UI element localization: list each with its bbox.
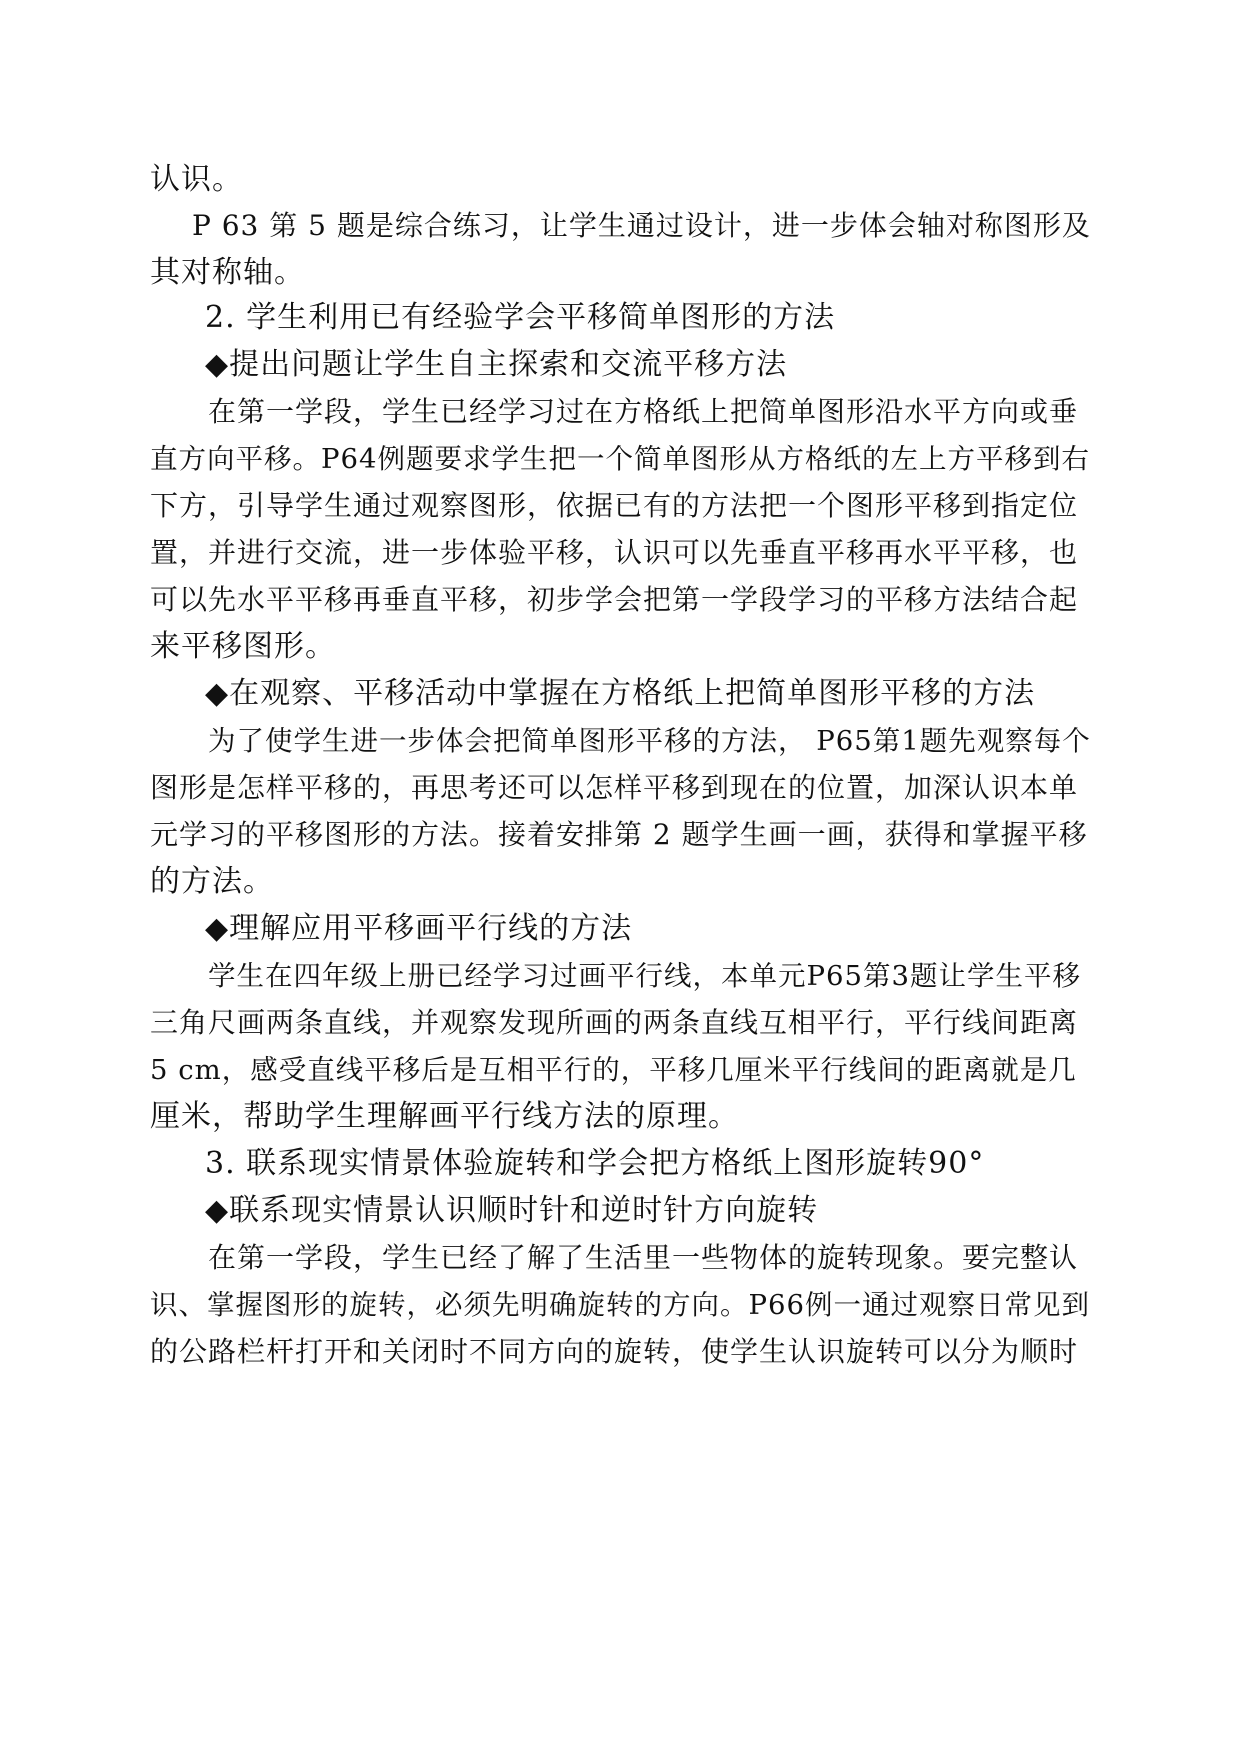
bullet-heading-4: ◆联系现实情景认识顺时针和逆时针方向旋转 bbox=[205, 1193, 819, 1228]
text-line-25: 识、掌握图形的旋转，必须先明确旋转的方向。P66例一通过观察日常见到 bbox=[150, 1289, 1090, 1321]
text-line-2: P 63 第 5 题是综合练习，让学生通过设计，进一步体会轴对称图形及 bbox=[192, 209, 1091, 242]
text-line-24: 在第一学段，学生已经了解了生活里一些物体的旋转现象。要完整认 bbox=[208, 1241, 1079, 1274]
text-line-10: 可以先水平平移再垂直平移，初步学会把第一学段学习的平移方法结合起 bbox=[150, 583, 1079, 616]
section-heading-2: 2. 学生利用已有经验学会平移简单图形的方法 bbox=[205, 300, 836, 335]
text-line-15: 元学习的平移图形的方法。接着安排第 2 题学生画一画，获得和掌握平移 bbox=[150, 818, 1088, 851]
text-line-9: 置，并进行交流，进一步体验平移，认识可以先垂直平移再水平平移，也 bbox=[150, 536, 1079, 569]
text-line-26: 的公路栏杆打开和关闭时不同方向的旋转，使学生认识旋转可以分为顺时 bbox=[150, 1335, 1079, 1368]
text-line-19: 三角尺画两条直线，并观察发现所画的两条直线互相平行，平行线间距离 bbox=[150, 1006, 1079, 1039]
text-line-6: 在第一学段，学生已经学习过在方格纸上把简单图形沿水平方向或垂 bbox=[208, 395, 1079, 428]
text-line-13: 为了使学生进一步体会把简单图形平移的方法， P65第1题先观察每个 bbox=[208, 725, 1091, 757]
text-line-11: 来平移图形。 bbox=[150, 629, 336, 664]
text-line-14: 图形是怎样平移的，再思考还可以怎样平移到现在的位置，加深认识本单 bbox=[150, 771, 1079, 804]
text-line-1: 认识。 bbox=[150, 162, 243, 197]
text-line-21: 厘米，帮助学生理解画平行线方法的原理。 bbox=[150, 1099, 739, 1134]
text-line-18: 学生在四年级上册已经学习过画平行线，本单元P65第3题让学生平移 bbox=[208, 960, 1081, 992]
text-line-20: 5 cm，感受直线平移后是互相平行的，平移几厘米平行线间的距离就是几 bbox=[150, 1054, 1077, 1086]
section-heading-3: 3. 联系现实情景体验旋转和学会把方格纸上图形旋转90° bbox=[205, 1146, 985, 1181]
bullet-heading-2: ◆在观察、平移活动中掌握在方格纸上把简单图形平移的方法 bbox=[205, 676, 1036, 711]
text-line-7: 直方向平移。P64例题要求学生把一个简单图形从方格纸的左上方平移到右 bbox=[150, 443, 1090, 475]
text-line-16: 的方法。 bbox=[150, 864, 274, 899]
text-line-3: 其对称轴。 bbox=[150, 255, 305, 290]
bullet-heading-1: ◆提出问题让学生自主探索和交流平移方法 bbox=[205, 347, 788, 382]
text-line-8: 下方，引导学生通过观察图形，依据已有的方法把一个图形平移到指定位 bbox=[150, 489, 1079, 522]
bullet-heading-3: ◆理解应用平移画平行线的方法 bbox=[205, 911, 633, 946]
